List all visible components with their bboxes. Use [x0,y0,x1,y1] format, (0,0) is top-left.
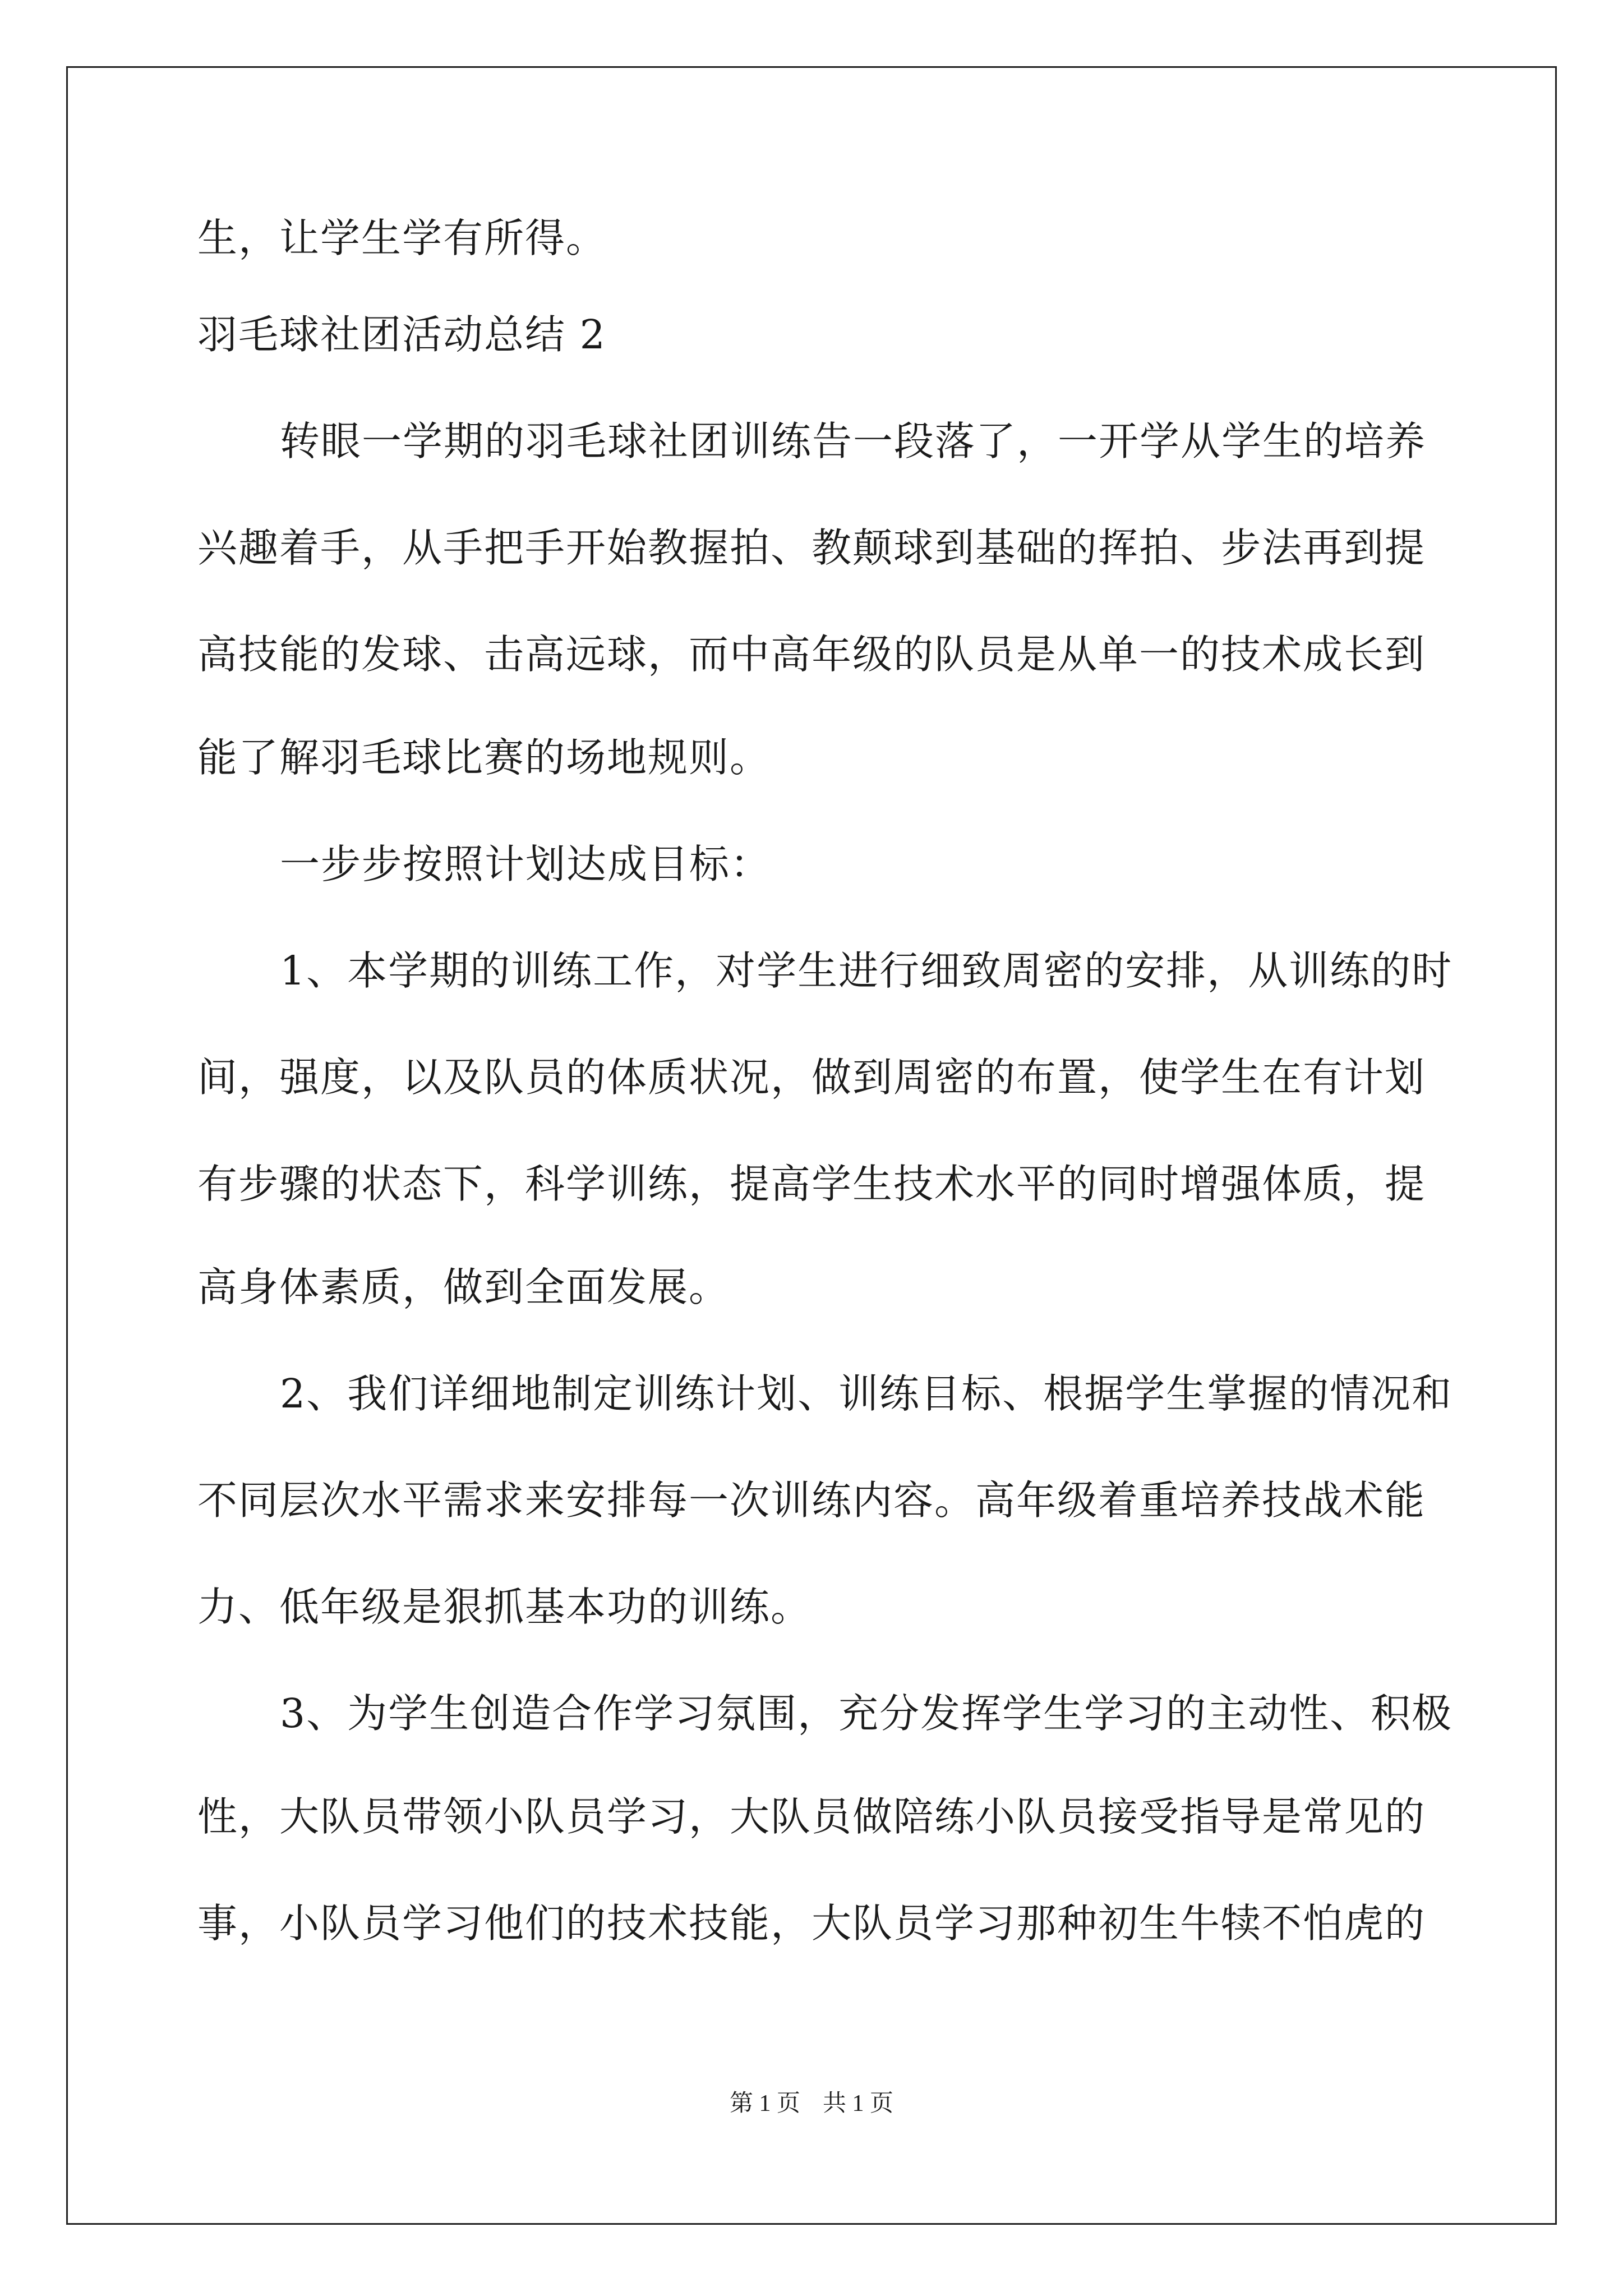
text-line: 性，大队员带领小队员学习，大队员做陪练小队员接受指导是常见的 [197,1793,1426,1840]
text-line: 生，让学生学有所得。 [197,215,607,261]
text-line: 有步骤的状态下，科学训练，提高学生技术水平的同时增强体质，提 [197,1161,1426,1207]
text-line: 能了解羽毛球比赛的场地规则。 [197,734,771,781]
page-number: 第 1 页 [729,2091,800,2116]
text-line: 兴趣着手，从手把手开始教握拍、教颠球到基础的挥拍、步法再到提 [197,524,1426,571]
text-line: 事，小队员学习他们的技术技能，大队员学习那种初生牛犊不怕虎的 [197,1900,1426,1947]
text-line: 3、为学生创造合作学习氛围，充分发挥学生学习的主动性、积极 [280,1690,1453,1737]
text-line: 高身体素质，做到全面发展。 [197,1264,730,1310]
section-heading: 羽毛球社团活动总结 2 [197,311,606,358]
text-line: 一步步按照计划达成目标： [280,841,772,887]
text-line: 高技能的发球、击高远球，而中高年级的队员是从单一的技术成长到 [197,631,1426,678]
page-footer [0,2090,1623,2118]
text-line: 不同层次水平需求来安排每一次训练内容。高年级着重培养技战术能 [197,1477,1426,1524]
text-line: 2、我们详细地制定训练计划、训练目标、根据学生掌握的情况和 [280,1370,1453,1417]
text-line: 1、本学期的训练工作，对学生进行细致周密的安排，从训练的时 [280,947,1453,994]
text-line: 间，强度，以及队员的体质状况，做到周密的布置，使学生在有计划 [197,1054,1426,1101]
page-total: 共 1 页 [823,2091,894,2116]
text-line: 力、低年级是狠抓基本功的训练。 [197,1584,812,1630]
text-line: 转眼一学期的羽毛球社团训练告一段落了，一开学从学生的培养 [280,418,1427,464]
